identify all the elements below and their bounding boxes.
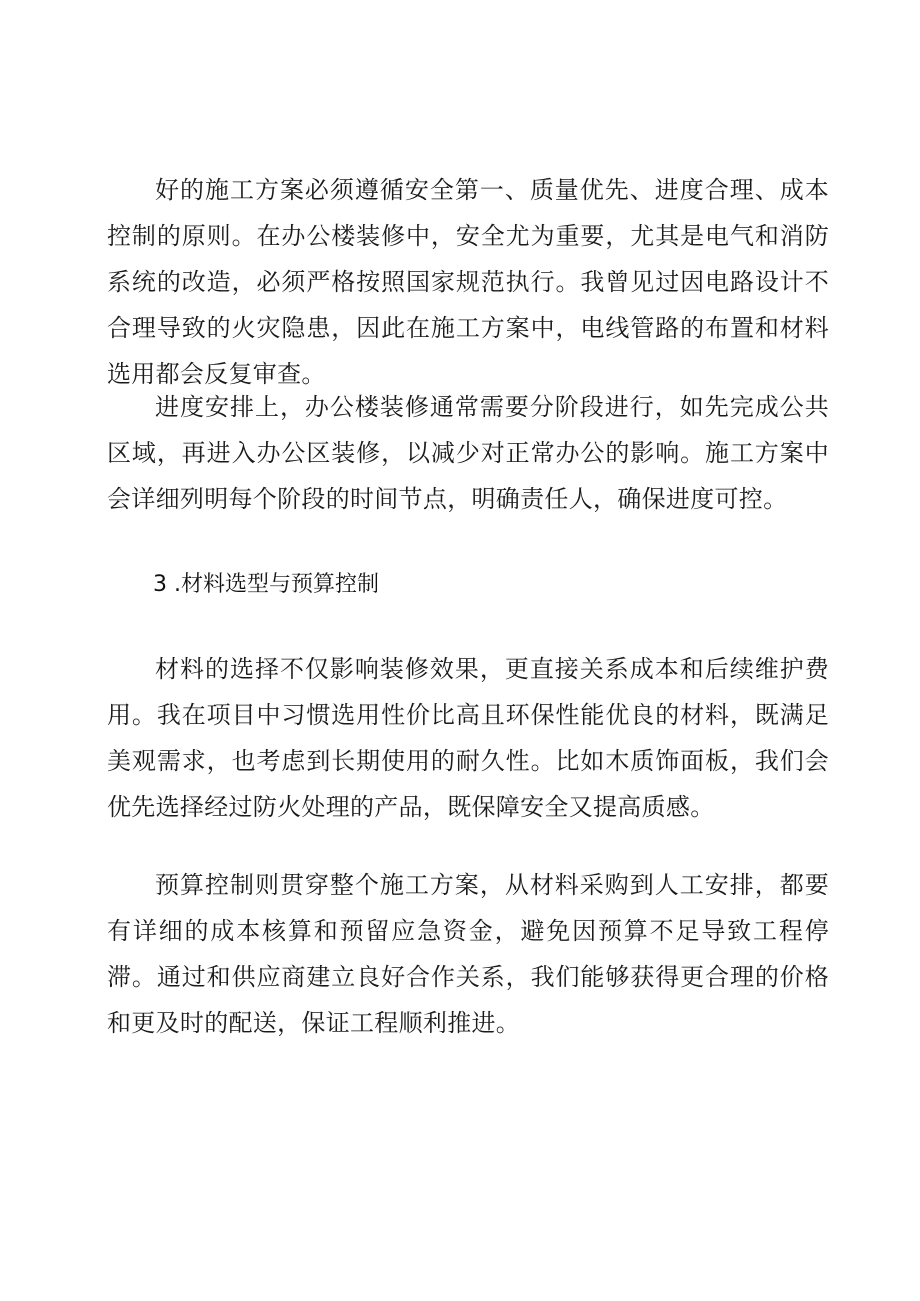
body-paragraph-schedule: 进度安排上，办公楼装修通常需要分阶段进行，如先完成公共区域，再进入办公区装修，以减少对正常办公的影响。施工方案中会详细列明每个阶段的时间节点，明确责任人，确保进度可控。: [107, 393, 829, 513]
body-paragraph-safety-principles: 好的施工方案必须遵循安全第一、质量优先、进度合理、成本控制的原则。在办公楼装修中，安全尤为重要，尤其是电气和消防系统的改造，必须严格按照国家规范执行。我曾见过因电路设计不合理导致的火灾隐患，因此在施工方案中，电线管路的布置和材料选用都会反复审查。: [107, 176, 829, 388]
section-heading: 3 .材料选型与预算控制: [153, 572, 379, 597]
body-paragraph-materials: 材料的选择不仅影响装修效果，更直接关系成本和后续维护费用。我在项目中习惯选用性价比高且环保性能优良的材料，既满足美观需求，也考虑到长期使用的耐久性。比如木质饰面板，我们会优先选择经过防火处理的产品，既保障安全又提高质感。: [107, 655, 829, 821]
body-paragraph-budget: 预算控制则贯穿整个施工方案，从材料采购到人工安排，都要有详细的成本核算和预留应急资金，避免因预算不足导致工程停滞。通过和供应商建立良好合作关系，我们能够获得更合理的价格和更及时的配送，保证工程顺利推进。: [107, 871, 829, 1037]
